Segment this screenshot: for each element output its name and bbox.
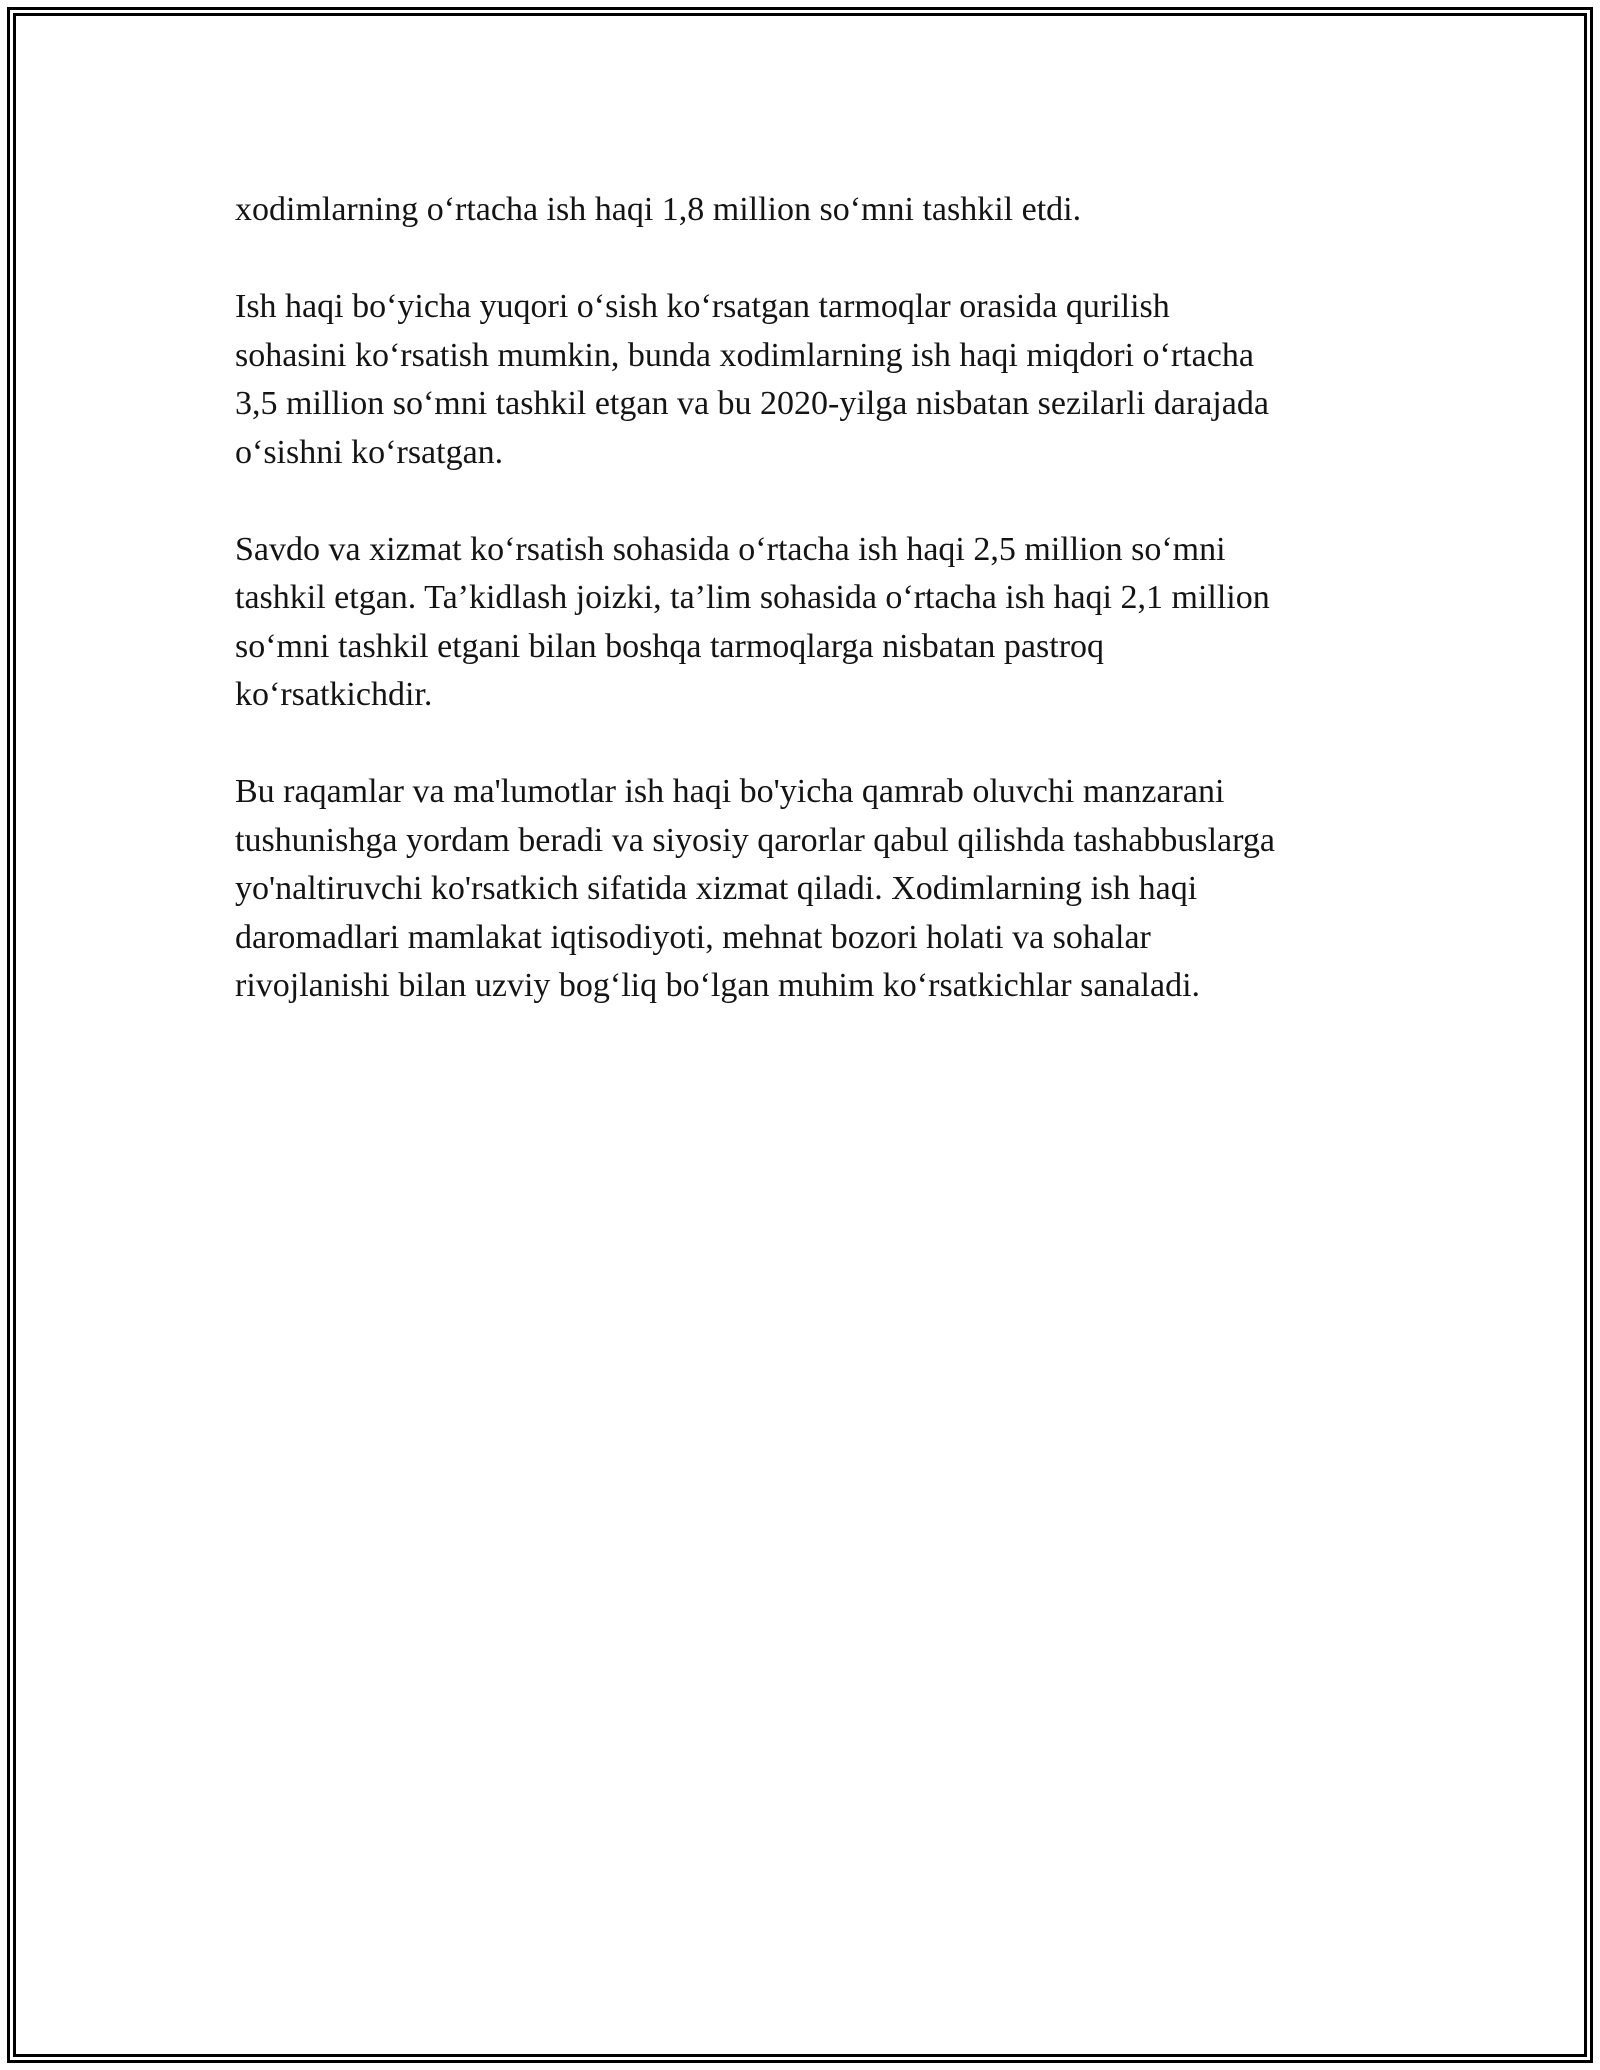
paragraph-3: Savdo va xizmat ko‘rsatish sohasida o‘rtacha ish haqi 2,5 million so‘mni tashkil etgan. Ta’kidlash joizki, ta’lim sohasida o‘rtacha ish haqi 2,1 million so‘mni tashkil etgani bilan boshqa tarmoqlarga nisbatan pastroq ko‘rsatkichdir. bbox=[235, 530, 1270, 713]
paragraph-2: Ish haqi bo‘yicha yuqori o‘sish ko‘rsatgan tarmoqlar orasida qurilish sohasini ko‘rsatish mumkin, bunda xodimlarning ish haqi miqdori o‘rtacha 3,5 million so‘mni tashkil etgan va bu 2020-yilga nisbatan sezilarli darajada o‘sishni ko‘rsatgan. bbox=[235, 288, 1269, 471]
paragraph-4: Bu raqamlar va ma'lumotlar ish haqi bo'yicha qamrab oluvchi manzarani tushunishga yordam beradi va siyosiy qarorlar qabul qilishda tashabbuslarga yo'naltiruvchi ko'rsatkich sifatida xizmat qiladi. Xodimlarning ish haqi daromadlari mamlakat iqtisodiyoti, mehnat bozori holati va sohalar rivojlanishi bilan uzviy bog‘liq bo‘lgan muhim ko‘rsatkichlar sanaladi. bbox=[235, 773, 1275, 1004]
document-body bbox=[235, 186, 1370, 1059]
paragraph-1: xodimlarning o‘rtacha ish haqi 1,8 million so‘mni tashkil etdi. bbox=[235, 191, 1082, 228]
